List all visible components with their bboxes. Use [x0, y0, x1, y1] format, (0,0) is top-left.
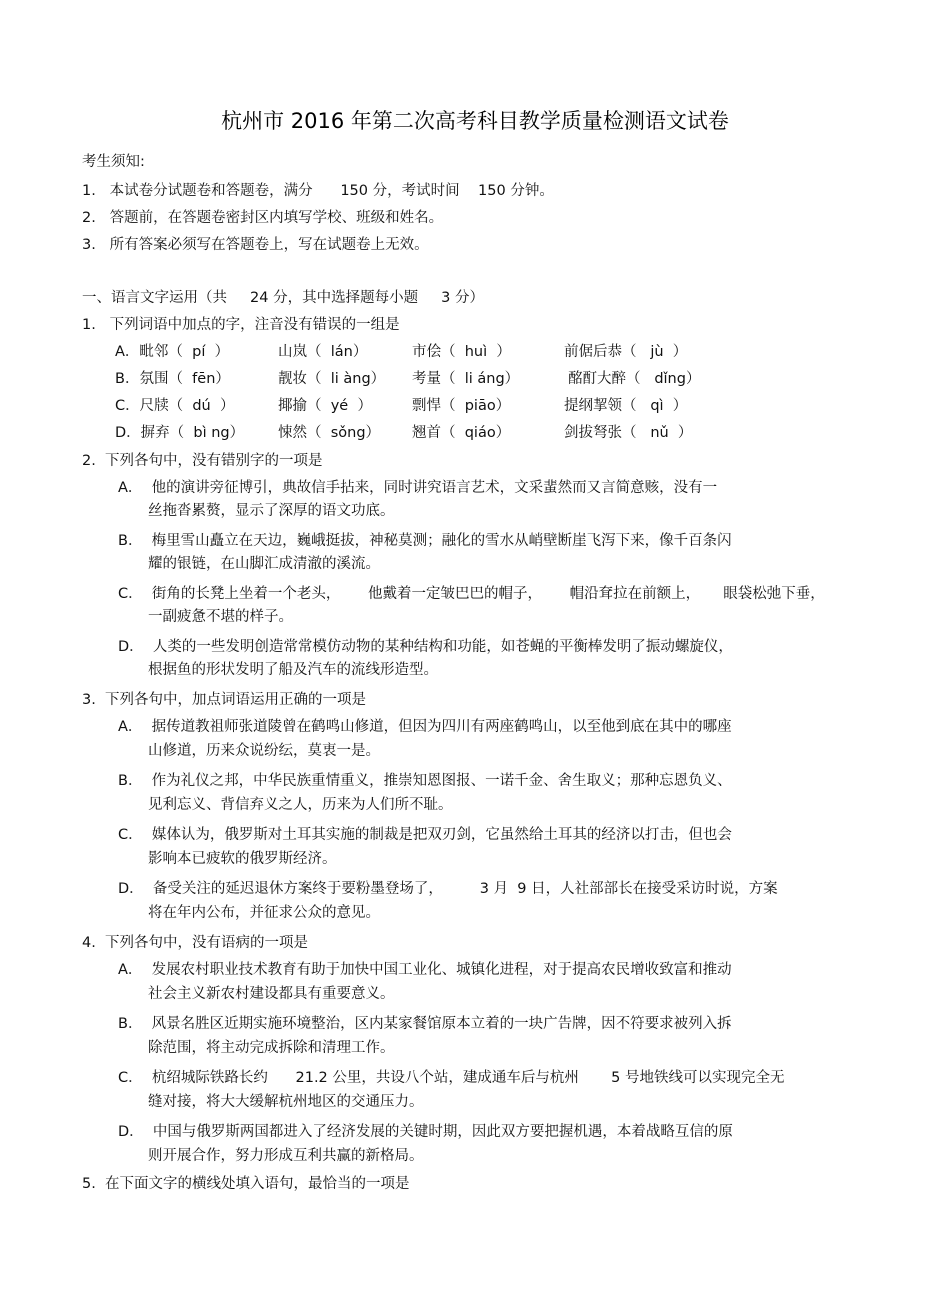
q3-option-d-cont: 将在年内公布，并征求公众的意见。 — [148, 905, 380, 921]
q4-option-c: C． 杭绍城际铁路长约 21.2 公里，共设八个站，建成通车后与杭州 5 号地铁线可以实现完全无 — [118, 1070, 785, 1086]
question-stem: 1. 下列词语中加点的字，注音没有错误的一组是 — [82, 317, 400, 333]
q4-option-b-cont: 除范围，将主动完成拆除和清理工作。 — [148, 1040, 395, 1056]
q3-option-c-cont: 影响本已疲软的俄罗斯经济。 — [148, 851, 337, 867]
page-title: 杭州市 2016 年第二次高考科目教学质量检测语文试卷 — [221, 109, 729, 133]
q2-option-d: D． 人类的一些发明创造常常模仿动物的某种结构和功能，如苍蝇的平衡棒发明了振动螺旋仪， — [118, 639, 733, 655]
q1-option-a-item: 山岚（ lán） — [278, 344, 368, 360]
notice-item: 2. 答题前，在答题卷密封区内填写学校、班级和姓名。 — [82, 210, 444, 226]
q1-option-c-item: 剽悍（ piāo） — [412, 398, 511, 414]
q1-option-d-item: 悚然（ sǒng） — [278, 425, 381, 441]
q1-option-c-item: 提纲挈领（ qì ） — [564, 398, 688, 414]
q2-option-b: B． 梅里雪山矗立在天边，巍峨挺拔，神秘莫测；融化的雪水从峭壁断崖飞泻下来，像千百条闪 — [118, 533, 732, 549]
q4-option-a: A． 发展农村职业技术教育有助于加快中国工业化、城镇化进程，对于提高农民增收致富和推动 — [118, 962, 732, 978]
q1-option-b-item: 酩酊大醉（ dǐng） — [568, 371, 701, 387]
q3-option-b-cont: 见利忘义、背信弃义之人，历来为人们所不耻。 — [148, 797, 453, 813]
q4-option-d-cont: 则开展合作，努力形成互利共赢的新格局。 — [148, 1148, 424, 1164]
q4-option-c-cont: 缝对接，将大大缓解杭州地区的交通压力。 — [148, 1094, 424, 1110]
q3-option-a: A． 据传道教祖师张道陵曾在鹤鸣山修道，但因为四川有两座鹤鸣山，以至他到底在其中的哪座 — [118, 719, 732, 735]
q2-option-a-cont: 丝拖沓累赘，显示了深厚的语文功底。 — [148, 503, 395, 519]
q1-option-d-item: D．摒弃（ bì ng） — [115, 425, 245, 441]
q3-option-a-cont: 山修道，历来众说纷纭，莫衷一是。 — [148, 743, 380, 759]
q2-option-a: A． 他的演讲旁征博引，典故信手拈来，同时讲究语言艺术，文采蜚然而又言简意赅，没有一 — [118, 480, 718, 496]
q1-option-d-item: 剑拔弩张（ nǔ ） — [564, 425, 693, 441]
q2-option-c: C． 街角的长凳上坐着一个老头， 他戴着一定皱巴巴的帽子， 帽沿耷拉在前额上， 眼袋松弛下垂， — [118, 586, 825, 602]
q3-option-d: D． 备受关注的延迟退休方案终于要粉墨登场了， 3 月 9 日，人社部部长在接受采访时说，方案 — [118, 881, 778, 897]
q2-option-c-cont: 一副疲惫不堪的样子。 — [148, 609, 293, 625]
q1-option-d-item: 翘首（ qiáo） — [412, 425, 511, 441]
q1-option-a-item: A．毗邻（ pí ） — [115, 344, 230, 360]
section-heading: 一、语言文字运用（共 24 分，其中选择题每小题 3 分） — [82, 290, 484, 306]
q1-option-a-item: 市侩（ huì ） — [412, 344, 511, 360]
q4-option-d: D． 中国与俄罗斯两国都进入了经济发展的关键时期，因此双方要把握机遇，本着战略互信的原 — [118, 1124, 733, 1140]
q1-option-b-item: 靓妆（ li àng） — [278, 371, 386, 387]
question-stem: 3. 下列各句中，加点词语运用正确的一项是 — [82, 692, 367, 708]
q1-option-c-item: C．尺牍（ dú ） — [115, 398, 235, 414]
question-stem: 5. 在下面文字的横线处填入语句，最恰当的一项是 — [82, 1176, 410, 1192]
q3-option-c: C． 媒体认为，俄罗斯对土耳其实施的制裁是把双刃剑，它虽然给土耳其的经济以打击，但也会 — [118, 827, 732, 843]
notice-item: 3. 所有答案必须写在答题卷上，写在试题卷上无效。 — [82, 237, 429, 253]
q2-option-d-cont: 根据鱼的形状发明了船及汽车的流线形造型。 — [148, 662, 438, 678]
q1-option-b-item: 考量（ li áng） — [412, 371, 520, 387]
q1-option-a-item: 前倨后恭（ jù ） — [564, 344, 688, 360]
notice-heading: 考生须知: — [82, 154, 145, 170]
notice-item: 1. 本试卷分试题卷和答题卷，满分 150 分，考试时间 150 分钟。 — [82, 183, 554, 199]
q4-option-a-cont: 社会主义新农村建设都具有重要意义。 — [148, 986, 395, 1002]
q1-option-c-item: 揶揄（ yé ） — [278, 398, 372, 414]
question-stem: 2. 下列各句中，没有错别字的一项是 — [82, 453, 323, 469]
q3-option-b: B． 作为礼仪之邦，中华民族重情重义，推崇知恩图报、一诺千金、舍生取义；那种忘恩负义、 — [118, 773, 732, 789]
q4-option-b: B． 风景名胜区近期实施环境整治，区内某家餐馆原本立着的一块广告牌，因不符要求被列入拆 — [118, 1016, 732, 1032]
question-stem: 4. 下列各句中，没有语病的一项是 — [82, 935, 309, 951]
q2-option-b-cont: 耀的银链，在山脚汇成清澈的溪流。 — [148, 556, 380, 572]
q1-option-b-item: B．氛围（ fēn） — [115, 371, 230, 387]
